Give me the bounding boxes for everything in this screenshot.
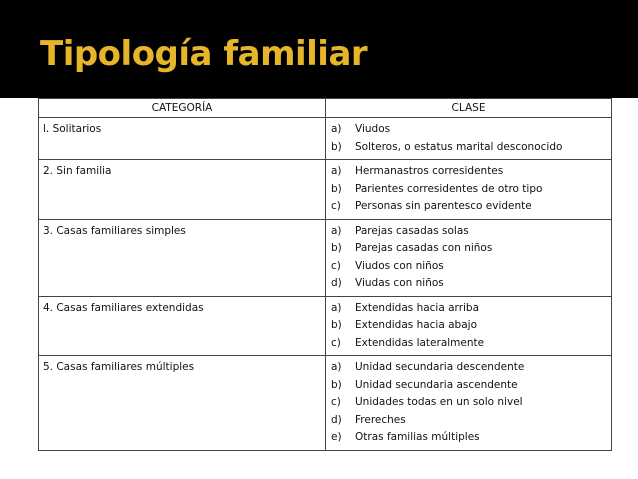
table-body [39,118,612,451]
table-row [39,356,612,451]
table-row [39,118,612,160]
typology-table-container [38,98,611,451]
table-row [39,296,612,356]
class-cell [326,118,612,160]
class-letter: b) [331,182,342,195]
class-text: Viudos con niños [355,259,444,272]
class-list-item [331,394,606,412]
class-list-item [331,335,606,353]
class-text: Frereches [355,413,406,426]
class-list-item [331,198,606,216]
class-letter: b) [331,242,342,254]
header-category: CATEGORÍA [39,99,326,118]
class-list [331,300,606,353]
class-list [331,121,606,156]
class-text: Viudas con niños [355,277,444,289]
class-letter: b) [331,378,342,391]
class-text: Parientes corresidentes de otro tipo [355,182,543,195]
class-list-item [331,181,606,199]
class-list-item [331,377,606,395]
class-list-item [331,429,606,447]
class-letter: a) [331,165,342,177]
category-cell: l. Solitarios [39,118,326,160]
class-text: Viudos [355,123,391,135]
title-bar [0,0,638,98]
class-text: Extendidas hacia arriba [355,301,480,314]
class-letter: c) [331,259,341,272]
category-cell: 3. Casas familiares simples [39,219,326,296]
class-letter: a) [331,123,342,135]
class-list-item [331,223,606,241]
class-text: Otras familias múltiples [355,431,480,443]
class-letter: a) [331,361,342,373]
header-class: CLASE [326,99,612,118]
category-cell: 5. Casas familiares múltiples [39,356,326,451]
class-text: Personas sin parentesco evidente [355,200,532,212]
class-text: Unidades todas en un solo nivel [355,396,523,408]
class-list-item [331,240,606,258]
class-list [331,223,606,293]
class-letter: b) [331,319,342,331]
table-header-row [39,99,612,118]
typology-table [38,98,612,451]
class-text: Unidad secundaria ascendente [355,378,518,391]
class-text: Hermanastros corresidentes [355,165,504,177]
class-list-item [331,121,606,139]
class-list-item [331,163,606,181]
class-letter: c) [331,336,341,349]
class-cell [326,296,612,356]
class-list-item [331,412,606,430]
class-text: Extendidas hacia abajo [355,319,477,331]
class-cell [326,356,612,451]
class-list [331,163,606,216]
class-list-item [331,300,606,318]
class-list-item [331,317,606,335]
class-list-item [331,275,606,293]
class-cell [326,160,612,220]
class-letter: b) [331,140,342,153]
class-cell [326,219,612,296]
class-letter: a) [331,224,342,237]
table-row [39,160,612,220]
class-letter: c) [331,200,341,212]
class-letter: d) [331,413,342,426]
class-text: Extendidas lateralmente [355,336,485,349]
class-letter: e) [331,431,342,443]
category-cell: 2. Sin familia [39,160,326,220]
class-letter: a) [331,301,342,314]
class-list-item [331,258,606,276]
class-list-item [331,139,606,157]
class-letter: c) [331,396,341,408]
class-text: Parejas casadas con niños [355,242,493,254]
class-text: Solteros, o estatus marital desconocido [355,140,563,153]
slide-title: Tipología familiar [40,34,368,74]
category-cell: 4. Casas familiares extendidas [39,296,326,356]
table-row [39,219,612,296]
class-list [331,359,606,447]
class-list-item [331,359,606,377]
class-letter: d) [331,277,342,289]
class-text: Parejas casadas solas [355,224,469,237]
class-text: Unidad secundaria descendente [355,361,525,373]
